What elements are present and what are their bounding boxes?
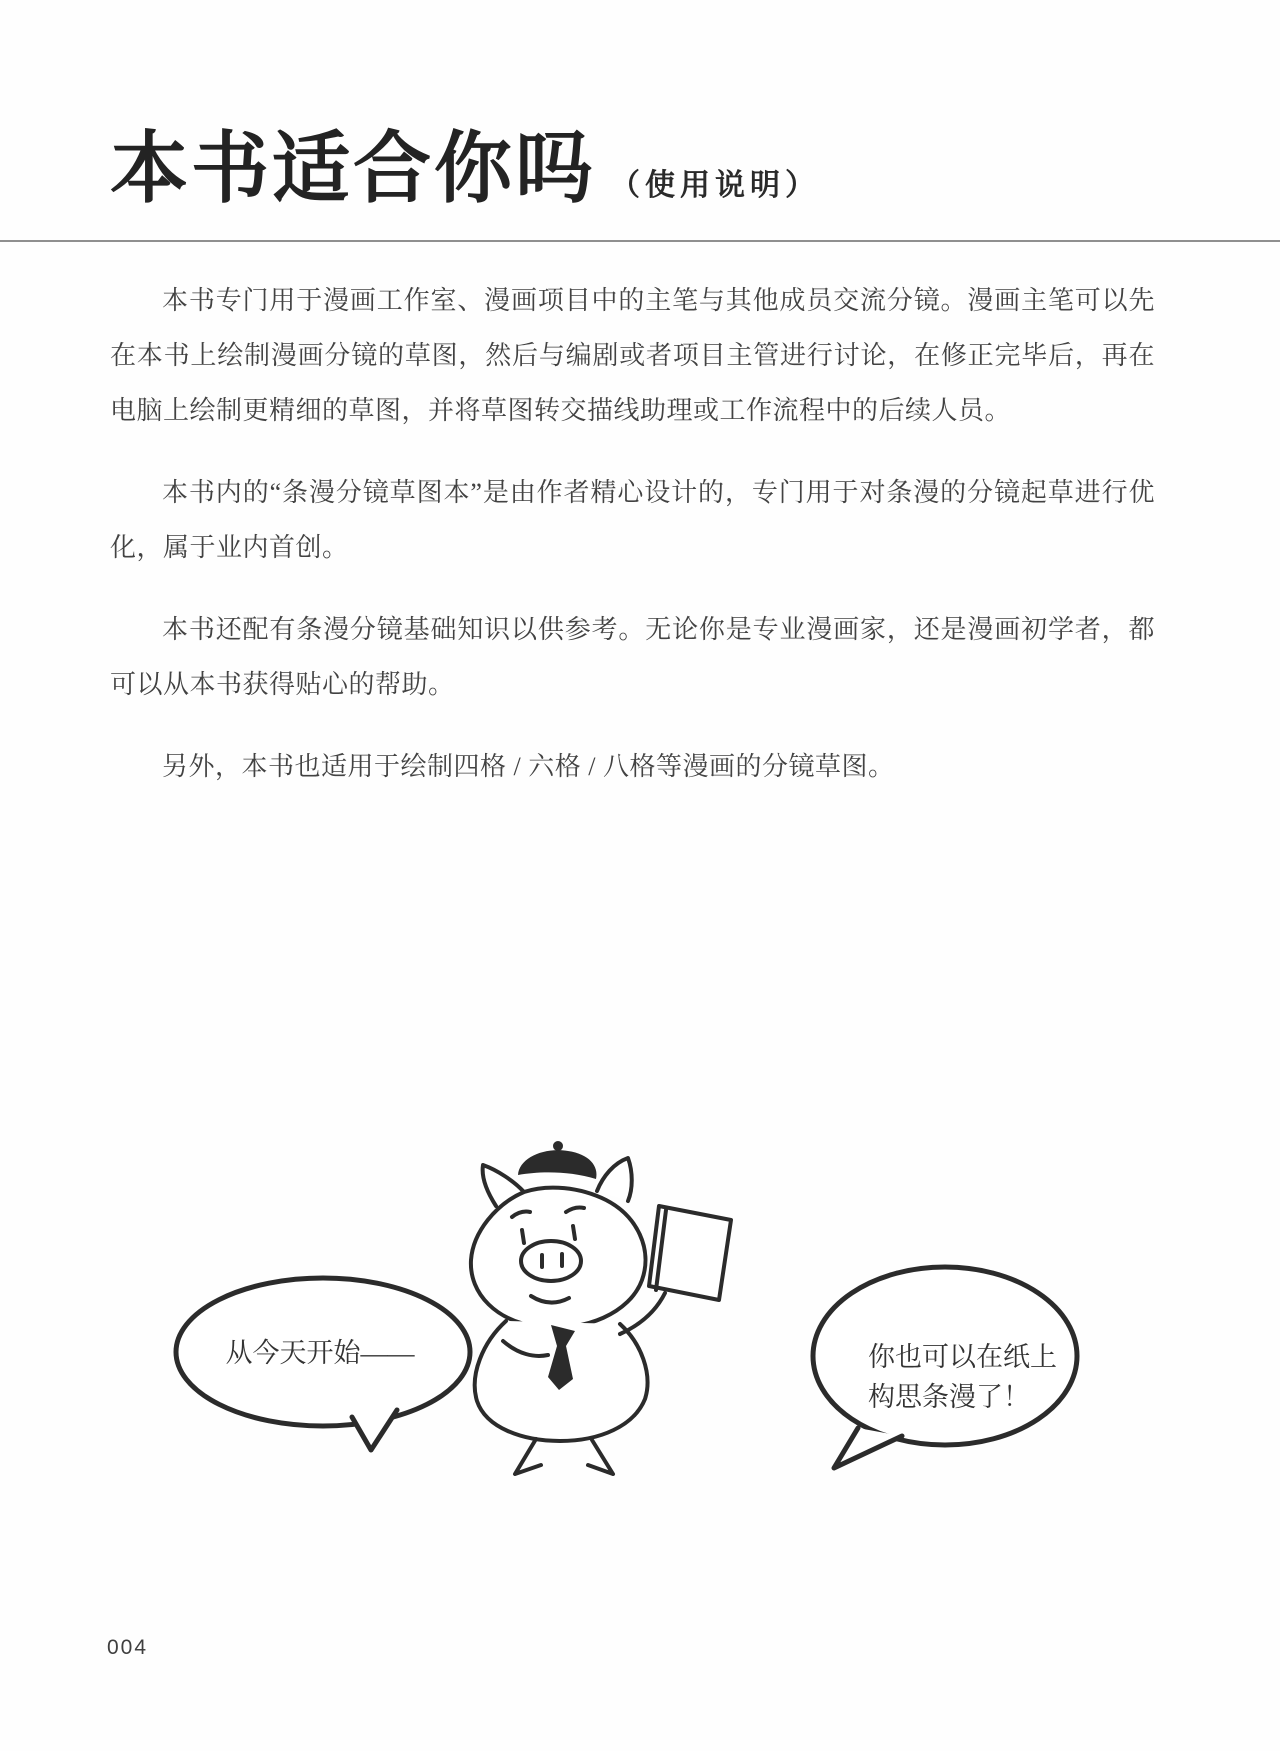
paragraph-4: 另外，本书也适用于绘制四格 / 六格 / 八格等漫画的分镜草图。 [162, 752, 895, 781]
pig-cartoonist-illustration [0, 1128, 1280, 1498]
page-subtitle: （使用说明） [610, 169, 821, 202]
sketchbook [649, 1206, 731, 1300]
paragraph-3: 本书还配有条漫分镜基础知识以供参考。无论你是专业漫画家，还是漫画初学者，都可以从本书获得贴心的帮助。 [110, 615, 1155, 699]
paragraph-2: 本书内的“条漫分镜草图本”是由作者精心设计的，专门用于对条漫的分镜起草进行优化，属于业内首创。 [110, 478, 1155, 562]
pig-right-ear [597, 1158, 632, 1201]
page-title: 本书适合你吗 [110, 125, 597, 212]
left-bubble-text: 从今天开始—— [225, 1338, 415, 1368]
page-number: 004 [107, 1636, 149, 1659]
pig-beret [518, 1141, 597, 1179]
right-bubble-text-line1: 你也可以在纸上 [868, 1342, 1057, 1372]
paragraph-1: 本书专门用于漫画工作室、漫画项目中的主笔与其他成员交流分镜。漫画主笔可以先在本书上绘制漫画分镜的草图，然后与编剧或者项目主管进行讨论，在修正完毕后，再在电脑上绘制更精细的草图，并将草图转交描线助理或工作流程中的后续人员。 [110, 286, 1155, 425]
pig-right-foot [588, 1440, 613, 1474]
pig-left-foot [515, 1439, 541, 1474]
title-divider [0, 240, 1280, 242]
body-text [110, 273, 1155, 821]
pig-character [471, 1141, 731, 1474]
page-header [110, 126, 820, 212]
left-bubble-tail [352, 1410, 397, 1450]
pig-snout [521, 1241, 581, 1281]
right-bubble-text-line2: 构思条漫了！ [868, 1382, 1030, 1412]
